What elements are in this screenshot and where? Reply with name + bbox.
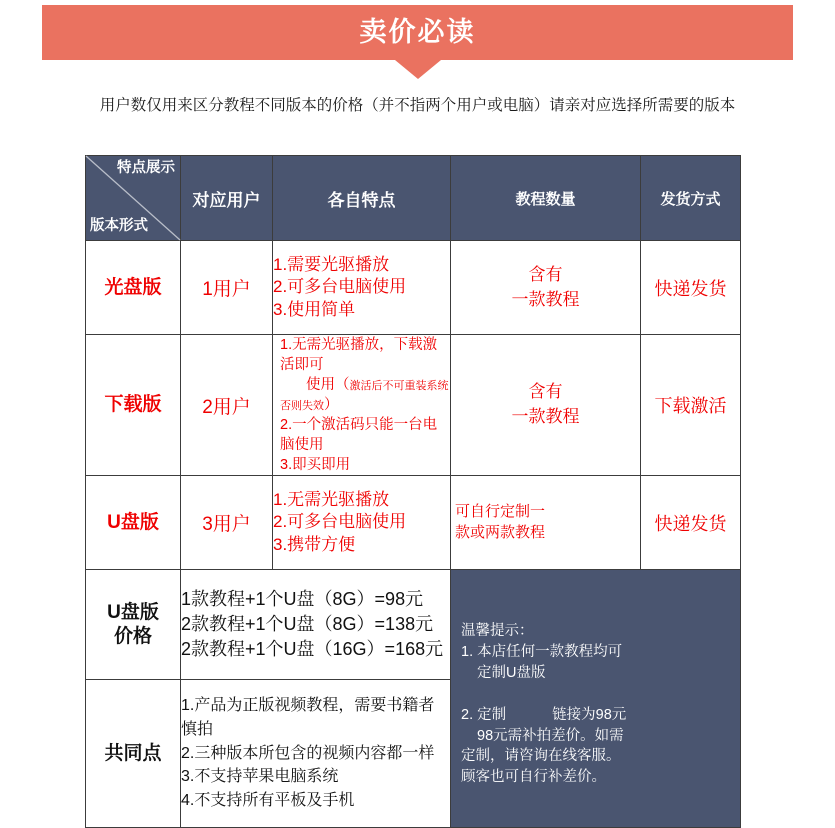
- banner-arrow-icon: [395, 60, 441, 79]
- feature-line: 3.携带方便: [273, 534, 356, 554]
- usb-price-list: [181, 570, 451, 680]
- tip-panel: [451, 570, 741, 828]
- features-download: [273, 335, 451, 476]
- common-list: [181, 680, 451, 828]
- intro-text: 用户数仅用来区分教程不同版本的价格（并不指两个用户或电脑）请亲对应选择所需要的版本: [99, 97, 736, 114]
- common-label: 共同点: [86, 680, 181, 828]
- tip-item2-line4: 顾客也可自行补差价。: [461, 768, 606, 785]
- usb-price-item: 2款教程+1个U盘（8G）=138元: [181, 614, 434, 635]
- feature-note-suffix: ）: [324, 397, 339, 413]
- version-name-usb: U盘版: [86, 476, 181, 570]
- tip-item2-b: 链接为98元: [552, 707, 627, 724]
- shipping-download: 下载激活: [641, 335, 741, 476]
- usb-price-item: 2款教程+1个U盘（16G）=168元: [181, 638, 444, 659]
- feature-line: 3.即买即用: [280, 457, 351, 473]
- feature-note-small: 激活后不可重装系统否则失效: [280, 380, 449, 412]
- tip-item2-line2: [461, 726, 732, 747]
- users-disc: 1用户: [181, 241, 273, 335]
- header-diagonal-cell: [86, 156, 181, 241]
- common-item: 4.不支持所有平板及手机: [181, 792, 355, 809]
- tip-item2-line3: 定制，请咨询在线客服。: [461, 748, 621, 765]
- table-header-row: [86, 156, 741, 241]
- quantity-download: [451, 335, 641, 476]
- tip-item2-line1: [461, 705, 732, 726]
- feature-line-with-note: [280, 375, 450, 415]
- header-column-shipping: 发货方式: [641, 156, 741, 241]
- users-usb: 3用户: [181, 476, 273, 570]
- users-download: 2用户: [181, 335, 273, 476]
- tip-item1-line2-text: 定制U盘版: [477, 664, 546, 681]
- tip-item1-line1: 1. 本店任何一款教程均可: [461, 644, 623, 661]
- common-item: 1.产品为正版视频教程，需要书籍者慎拍: [181, 697, 435, 738]
- tip-title: 温馨提示：: [461, 623, 534, 640]
- common-item: 3.不支持苹果电脑系统: [181, 768, 339, 786]
- feature-line: 2.可多台电脑使用: [273, 277, 407, 297]
- quantity-line: 款或两款教程: [455, 523, 546, 541]
- quantity-usb: [451, 476, 641, 570]
- header-column-features: 各自特点: [273, 156, 451, 241]
- shipping-usb: 快递发货: [641, 476, 741, 570]
- table-row-disc: [86, 241, 741, 335]
- feature-line: 2.可多台电脑使用: [273, 512, 407, 532]
- features-usb: [273, 476, 451, 570]
- header-column-users: 对应用户: [181, 156, 273, 241]
- tip-item1-line2: [461, 663, 732, 684]
- tip-item2-line2-text: 98元需补拍差价。如需: [477, 727, 624, 744]
- page-banner: [42, 5, 793, 60]
- pricing-table: [85, 155, 741, 828]
- usb-price-item: 1款教程+1个U盘（8G）=98元: [181, 589, 424, 610]
- quantity-line: 含有: [528, 264, 563, 284]
- quantity-line: 含有: [528, 382, 563, 402]
- banner-title: 卖价必读: [359, 17, 476, 47]
- feature-note-prefix: 使用（: [306, 377, 350, 393]
- table-row-download: [86, 335, 741, 476]
- usb-price-label-line: 价格: [113, 625, 152, 647]
- header-feature-label: 特点展示: [117, 160, 175, 176]
- tip-panel-content: [451, 599, 740, 797]
- pricing-table-wrapper: [85, 155, 741, 828]
- feature-line: 1.需要光驱播放: [273, 254, 390, 274]
- usb-price-label: [86, 570, 181, 680]
- feature-line: 1.无需光驱播放: [273, 489, 390, 509]
- table-row-usb-price: [86, 570, 741, 680]
- version-name-disc: 光盘版: [86, 241, 181, 335]
- usb-price-label-line: U盘版: [107, 601, 159, 623]
- table-row-usb: [86, 476, 741, 570]
- quantity-line: 可自行定制一: [455, 503, 546, 521]
- features-disc: [273, 241, 451, 335]
- version-name-download: 下载版: [86, 335, 181, 476]
- feature-line: 3.使用简单: [273, 299, 356, 319]
- header-version-label: 版本形式: [90, 218, 148, 235]
- quantity-line: 一款教程: [511, 289, 580, 309]
- feature-line: 1.无需光驱播放，下载激活即可: [280, 337, 438, 373]
- common-item: 2.三种版本所包含的视频内容都一样: [181, 744, 435, 762]
- feature-line: 2.一个激活码只能一台电脑使用: [280, 417, 438, 453]
- header-column-quantity: 教程数量: [451, 156, 641, 241]
- shipping-disc: 快递发货: [641, 241, 741, 335]
- tip-item2-a: 2. 定制: [461, 707, 507, 724]
- quantity-disc: [451, 241, 641, 335]
- quantity-line: 一款教程: [511, 407, 580, 426]
